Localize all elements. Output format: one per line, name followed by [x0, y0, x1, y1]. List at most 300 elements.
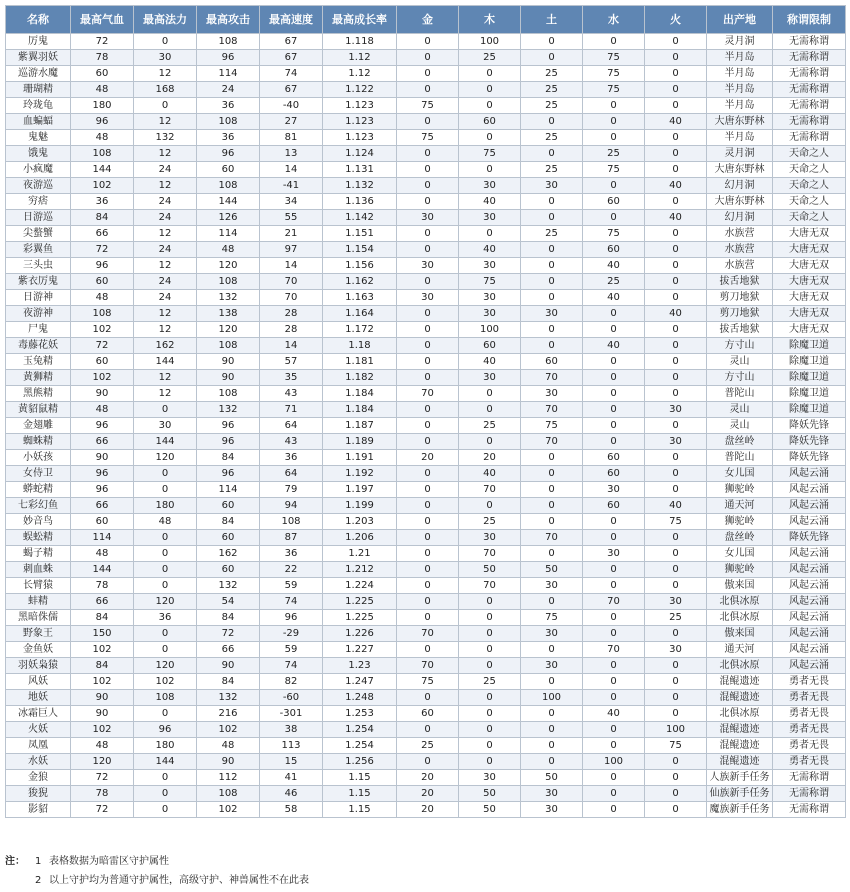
table-cell: 0 — [521, 338, 583, 354]
table-cell: 102 — [134, 674, 197, 690]
table-cell: 无需称谓 — [773, 802, 846, 818]
table-cell: 40 — [583, 706, 645, 722]
table-cell: 48 — [71, 546, 134, 562]
table-cell: 108 — [71, 306, 134, 322]
table-cell: 70 — [521, 434, 583, 450]
table-cell: 25 — [459, 418, 521, 434]
table-cell: 黑熊精 — [6, 386, 71, 402]
table-cell: 水妖 — [6, 754, 71, 770]
table-cell: 1.122 — [323, 82, 397, 98]
table-cell: 84 — [71, 658, 134, 674]
table-cell: 100 — [459, 322, 521, 338]
table-cell: 降妖先锋 — [773, 418, 846, 434]
table-cell: 60 — [583, 498, 645, 514]
table-cell: 无需称谓 — [773, 34, 846, 50]
table-cell: 1.123 — [323, 98, 397, 114]
table-cell: 34 — [260, 194, 323, 210]
table-cell: 0 — [645, 674, 707, 690]
table-cell: 84 — [197, 610, 260, 626]
table-cell: 50 — [459, 786, 521, 802]
table-cell: 除魔卫道 — [773, 402, 846, 418]
table-cell: 48 — [197, 738, 260, 754]
table-cell: 小疯魔 — [6, 162, 71, 178]
table-cell: 36 — [260, 450, 323, 466]
table-cell: 0 — [397, 402, 459, 418]
table-cell: 24 — [134, 162, 197, 178]
table-cell: 0 — [134, 578, 197, 594]
table-cell: 1.226 — [323, 626, 397, 642]
table-cell: 黄貂鼠精 — [6, 402, 71, 418]
table-cell: 玉兔精 — [6, 354, 71, 370]
table-cell: 0 — [459, 658, 521, 674]
table-cell: 1.256 — [323, 754, 397, 770]
table-row — [6, 594, 846, 610]
table-cell: 81 — [260, 130, 323, 146]
table-cell: 25 — [645, 610, 707, 626]
column-header: 最高气血 — [71, 6, 134, 34]
table-cell: 混鲲遗迹 — [707, 674, 773, 690]
table-cell: 0 — [521, 546, 583, 562]
table-cell: 1.124 — [323, 146, 397, 162]
table-cell: 60 — [197, 162, 260, 178]
table-cell: 0 — [521, 738, 583, 754]
table-cell: 0 — [459, 434, 521, 450]
table-cell: 0 — [645, 770, 707, 786]
table-cell: 40 — [645, 210, 707, 226]
table-cell: 0 — [583, 210, 645, 226]
table-cell: 大唐无双 — [773, 290, 846, 306]
table-cell: 0 — [645, 130, 707, 146]
table-cell: 0 — [521, 146, 583, 162]
table-cell: 0 — [521, 34, 583, 50]
table-cell: 30 — [134, 418, 197, 434]
table-cell: 72 — [71, 338, 134, 354]
table-cell: 102 — [71, 370, 134, 386]
table-cell: 0 — [397, 66, 459, 82]
table-cell: 夜游神 — [6, 306, 71, 322]
table-cell: 144 — [134, 434, 197, 450]
table-cell: 24 — [134, 274, 197, 290]
table-cell: 水族营 — [707, 242, 773, 258]
table-cell: 79 — [260, 482, 323, 498]
table-cell: 21 — [260, 226, 323, 242]
table-cell: 0 — [521, 706, 583, 722]
table-cell: 0 — [583, 578, 645, 594]
table-cell: 30 — [459, 258, 521, 274]
table-cell: 大唐东野林 — [707, 114, 773, 130]
table-cell: 狮驼岭 — [707, 482, 773, 498]
table-cell: 北俱冰原 — [707, 610, 773, 626]
table-cell: 夜游巡 — [6, 178, 71, 194]
table-cell: 灵山 — [707, 354, 773, 370]
table-cell: 血蝙蝠 — [6, 114, 71, 130]
table-cell: 12 — [134, 258, 197, 274]
table-cell: 日游神 — [6, 290, 71, 306]
table-cell: 0 — [645, 354, 707, 370]
table-cell: 30 — [645, 402, 707, 418]
table-cell: 大唐无双 — [773, 274, 846, 290]
table-cell: 厉鬼 — [6, 34, 71, 50]
table-cell: 1.184 — [323, 386, 397, 402]
table-cell: 无需称谓 — [773, 130, 846, 146]
table-cell: 降妖先锋 — [773, 434, 846, 450]
table-cell: 112 — [197, 770, 260, 786]
table-cell: 12 — [134, 146, 197, 162]
table-cell: 30 — [521, 626, 583, 642]
table-row — [6, 578, 846, 594]
table-cell: 0 — [645, 66, 707, 82]
table-cell: 半月岛 — [707, 98, 773, 114]
table-cell: 0 — [459, 754, 521, 770]
table-cell: 玲珑龟 — [6, 98, 71, 114]
table-cell: 60 — [583, 466, 645, 482]
table-cell: 凤凰 — [6, 738, 71, 754]
table-cell: 混鲲遗迹 — [707, 738, 773, 754]
table-cell: 0 — [645, 338, 707, 354]
table-cell: 勇者无畏 — [773, 738, 846, 754]
table-cell: 半月岛 — [707, 66, 773, 82]
table-cell: 78 — [71, 786, 134, 802]
table-cell: 102 — [71, 178, 134, 194]
table-cell: 102 — [71, 722, 134, 738]
table-cell: 40 — [645, 498, 707, 514]
table-cell: 55 — [260, 210, 323, 226]
table-row — [6, 722, 846, 738]
table-cell: 0 — [645, 274, 707, 290]
table-cell: 0 — [459, 722, 521, 738]
table-cell: 15 — [260, 754, 323, 770]
table-cell: 90 — [197, 754, 260, 770]
table-row — [6, 530, 846, 546]
table-cell: 102 — [71, 674, 134, 690]
table-cell: 90 — [71, 450, 134, 466]
table-row — [6, 514, 846, 530]
table-cell: 普陀山 — [707, 386, 773, 402]
table-row — [6, 498, 846, 514]
table-cell: 70 — [459, 482, 521, 498]
column-header: 土 — [521, 6, 583, 34]
table-cell: 剪刀地狱 — [707, 306, 773, 322]
table-cell: 1.154 — [323, 242, 397, 258]
table-row — [6, 658, 846, 674]
table-row — [6, 82, 846, 98]
table-cell: 114 — [197, 482, 260, 498]
table-cell: 大唐无双 — [773, 226, 846, 242]
table-row — [6, 386, 846, 402]
table-cell: 75 — [583, 66, 645, 82]
table-cell: 风起云涌 — [773, 562, 846, 578]
table-cell: 刺血蛛 — [6, 562, 71, 578]
table-cell: 女儿国 — [707, 546, 773, 562]
table-cell: 132 — [197, 578, 260, 594]
column-header: 木 — [459, 6, 521, 34]
table-cell: 巡游水魔 — [6, 66, 71, 82]
table-cell: 黄狮精 — [6, 370, 71, 386]
table-cell: 风起云涌 — [773, 466, 846, 482]
table-cell: 120 — [134, 594, 197, 610]
table-cell: 1.227 — [323, 642, 397, 658]
table-cell: 12 — [134, 306, 197, 322]
table-cell: 25 — [459, 514, 521, 530]
table-cell: 28 — [260, 306, 323, 322]
table-cell: 108 — [197, 114, 260, 130]
table-cell: 48 — [134, 514, 197, 530]
table-cell: 100 — [521, 690, 583, 706]
table-cell: 0 — [583, 690, 645, 706]
table-cell: 114 — [71, 530, 134, 546]
table-cell: 0 — [397, 498, 459, 514]
table-cell: 24 — [134, 210, 197, 226]
table-cell: 59 — [260, 642, 323, 658]
table-cell: 灵月洞 — [707, 146, 773, 162]
table-cell: 1.182 — [323, 370, 397, 386]
table-cell: 1.192 — [323, 466, 397, 482]
table-cell: 半月岛 — [707, 82, 773, 98]
table-cell: 0 — [583, 786, 645, 802]
table-cell: 70 — [397, 626, 459, 642]
table-cell: 穷痞 — [6, 194, 71, 210]
table-cell: 96 — [71, 466, 134, 482]
table-cell: 0 — [583, 402, 645, 418]
table-row — [6, 130, 846, 146]
pet-stats-table-container — [5, 5, 845, 818]
table-cell: 风起云涌 — [773, 610, 846, 626]
table-cell: 0 — [397, 546, 459, 562]
table-cell: 0 — [521, 50, 583, 66]
table-cell: 75 — [521, 418, 583, 434]
table-cell: 0 — [459, 386, 521, 402]
table-cell: 0 — [645, 482, 707, 498]
table-cell: 14 — [260, 338, 323, 354]
table-cell: 60 — [71, 514, 134, 530]
table-cell: 1.118 — [323, 34, 397, 50]
table-cell: 0 — [397, 482, 459, 498]
table-cell: 64 — [260, 418, 323, 434]
table-cell: 0 — [397, 530, 459, 546]
table-cell: 24 — [134, 290, 197, 306]
table-cell: 尖螯蟹 — [6, 226, 71, 242]
table-cell: 67 — [260, 34, 323, 50]
table-cell: 蝎子精 — [6, 546, 71, 562]
table-cell: 102 — [197, 802, 260, 818]
table-cell: 灵月洞 — [707, 34, 773, 50]
table-cell: 60 — [583, 194, 645, 210]
table-row — [6, 338, 846, 354]
table-cell: 通天河 — [707, 498, 773, 514]
table-row — [6, 210, 846, 226]
table-cell: 30 — [521, 386, 583, 402]
table-cell: 1.253 — [323, 706, 397, 722]
table-cell: 0 — [521, 514, 583, 530]
table-cell: 27 — [260, 114, 323, 130]
column-header: 出产地 — [707, 6, 773, 34]
table-cell: 女侍卫 — [6, 466, 71, 482]
table-cell: 1.15 — [323, 770, 397, 786]
table-row — [6, 546, 846, 562]
table-cell: 0 — [521, 498, 583, 514]
table-cell: 0 — [134, 482, 197, 498]
table-cell: 0 — [583, 722, 645, 738]
table-cell: 0 — [583, 610, 645, 626]
table-cell: 拔舌地狱 — [707, 274, 773, 290]
table-cell: 勇者无畏 — [773, 754, 846, 770]
table-cell: 30 — [134, 50, 197, 66]
table-cell: 降妖先锋 — [773, 450, 846, 466]
table-row — [6, 418, 846, 434]
table-cell: 25 — [521, 82, 583, 98]
table-cell: 0 — [397, 34, 459, 50]
table-cell: 0 — [645, 754, 707, 770]
table-cell: 0 — [521, 210, 583, 226]
table-cell: 野象王 — [6, 626, 71, 642]
table-cell: 鬼魅 — [6, 130, 71, 146]
table-cell: 24 — [134, 194, 197, 210]
table-cell: 96 — [260, 610, 323, 626]
table-cell: 0 — [645, 242, 707, 258]
table-cell: 25 — [521, 130, 583, 146]
table-cell: 14 — [260, 258, 323, 274]
notes-label: 注： — [5, 856, 25, 867]
table-cell: 70 — [459, 546, 521, 562]
table-cell: 30 — [583, 482, 645, 498]
table-cell: 0 — [645, 258, 707, 274]
table-cell: 162 — [197, 546, 260, 562]
table-cell: 0 — [397, 722, 459, 738]
table-cell: 除魔卫道 — [773, 338, 846, 354]
table-cell: 24 — [134, 242, 197, 258]
table-cell: 1.254 — [323, 738, 397, 754]
table-cell: 25 — [521, 98, 583, 114]
table-cell: 1.164 — [323, 306, 397, 322]
table-cell: 0 — [397, 754, 459, 770]
table-cell: 0 — [645, 162, 707, 178]
table-cell: 75 — [645, 738, 707, 754]
table-cell: 102 — [71, 642, 134, 658]
table-cell: 0 — [521, 754, 583, 770]
table-cell: 120 — [197, 322, 260, 338]
table-cell: 水族营 — [707, 226, 773, 242]
table-cell: 75 — [459, 274, 521, 290]
table-cell: 0 — [397, 354, 459, 370]
table-cell: 36 — [134, 610, 197, 626]
table-cell: 0 — [397, 306, 459, 322]
table-cell: 28 — [260, 322, 323, 338]
table-cell: 132 — [197, 690, 260, 706]
table-cell: 0 — [134, 562, 197, 578]
table-cell: 0 — [459, 66, 521, 82]
table-cell: 1.189 — [323, 434, 397, 450]
table-cell: 50 — [521, 770, 583, 786]
table-cell: 108 — [197, 386, 260, 402]
table-cell: 1.247 — [323, 674, 397, 690]
table-cell: 1.123 — [323, 130, 397, 146]
table-cell: 30 — [459, 210, 521, 226]
table-cell: 狮驼岭 — [707, 514, 773, 530]
table-cell: 0 — [645, 786, 707, 802]
table-cell: 48 — [71, 402, 134, 418]
table-cell: 0 — [645, 290, 707, 306]
table-cell: 108 — [197, 786, 260, 802]
table-cell: 96 — [197, 146, 260, 162]
table-row — [6, 258, 846, 274]
table-row — [6, 306, 846, 322]
table-cell: 0 — [583, 738, 645, 754]
table-cell: 144 — [134, 354, 197, 370]
table-cell: 84 — [71, 610, 134, 626]
table-cell: 72 — [71, 770, 134, 786]
table-row — [6, 738, 846, 754]
table-cell: 1.23 — [323, 658, 397, 674]
table-cell: 0 — [583, 674, 645, 690]
table-cell: 大唐无双 — [773, 258, 846, 274]
table-row — [6, 610, 846, 626]
table-cell: 12 — [134, 370, 197, 386]
table-cell: 60 — [197, 562, 260, 578]
note-text: 以上守护均为普通守护属性，高级守护、神兽属性不在此表 — [49, 875, 309, 886]
table-row — [6, 98, 846, 114]
pet-stats-table — [5, 5, 846, 818]
table-cell: 72 — [71, 34, 134, 50]
table-cell: 70 — [583, 642, 645, 658]
table-cell: 25 — [397, 738, 459, 754]
table-cell: 108 — [197, 178, 260, 194]
table-cell: 金狼 — [6, 770, 71, 786]
table-cell: 0 — [397, 178, 459, 194]
table-cell: 90 — [197, 370, 260, 386]
table-cell: 48 — [71, 738, 134, 754]
table-cell: 风起云涌 — [773, 546, 846, 562]
table-cell: 1.212 — [323, 562, 397, 578]
table-cell: 1.248 — [323, 690, 397, 706]
table-cell: 1.123 — [323, 114, 397, 130]
table-cell: 78 — [71, 50, 134, 66]
table-cell: 150 — [71, 626, 134, 642]
table-cell: 天命之人 — [773, 162, 846, 178]
table-cell: 北俱冰原 — [707, 706, 773, 722]
table-cell: 蚌精 — [6, 594, 71, 610]
table-cell: 尸鬼 — [6, 322, 71, 338]
table-cell: 北俱冰原 — [707, 658, 773, 674]
table-cell: 30 — [397, 290, 459, 306]
table-cell: 70 — [521, 530, 583, 546]
table-cell: 59 — [260, 578, 323, 594]
table-cell: 0 — [459, 82, 521, 98]
table-cell: 20 — [459, 450, 521, 466]
table-cell: 1.142 — [323, 210, 397, 226]
table-cell: 66 — [71, 226, 134, 242]
table-cell: 180 — [134, 498, 197, 514]
table-cell: 影貂 — [6, 802, 71, 818]
table-cell: 96 — [71, 418, 134, 434]
table-cell: 0 — [583, 370, 645, 386]
table-cell: 紫翼羽妖 — [6, 50, 71, 66]
table-row — [6, 194, 846, 210]
table-cell: 1.197 — [323, 482, 397, 498]
table-cell: 紫衣厉鬼 — [6, 274, 71, 290]
table-cell: 120 — [197, 258, 260, 274]
table-cell: 60 — [197, 530, 260, 546]
table-cell: 60 — [459, 338, 521, 354]
table-cell: 混鲲遗迹 — [707, 690, 773, 706]
table-row — [6, 754, 846, 770]
table-cell: 72 — [71, 802, 134, 818]
table-cell: 傲来国 — [707, 626, 773, 642]
table-cell: 0 — [521, 642, 583, 658]
table-cell: 0 — [521, 482, 583, 498]
table-cell: 216 — [197, 706, 260, 722]
table-cell: 0 — [521, 258, 583, 274]
table-cell: 饿鬼 — [6, 146, 71, 162]
